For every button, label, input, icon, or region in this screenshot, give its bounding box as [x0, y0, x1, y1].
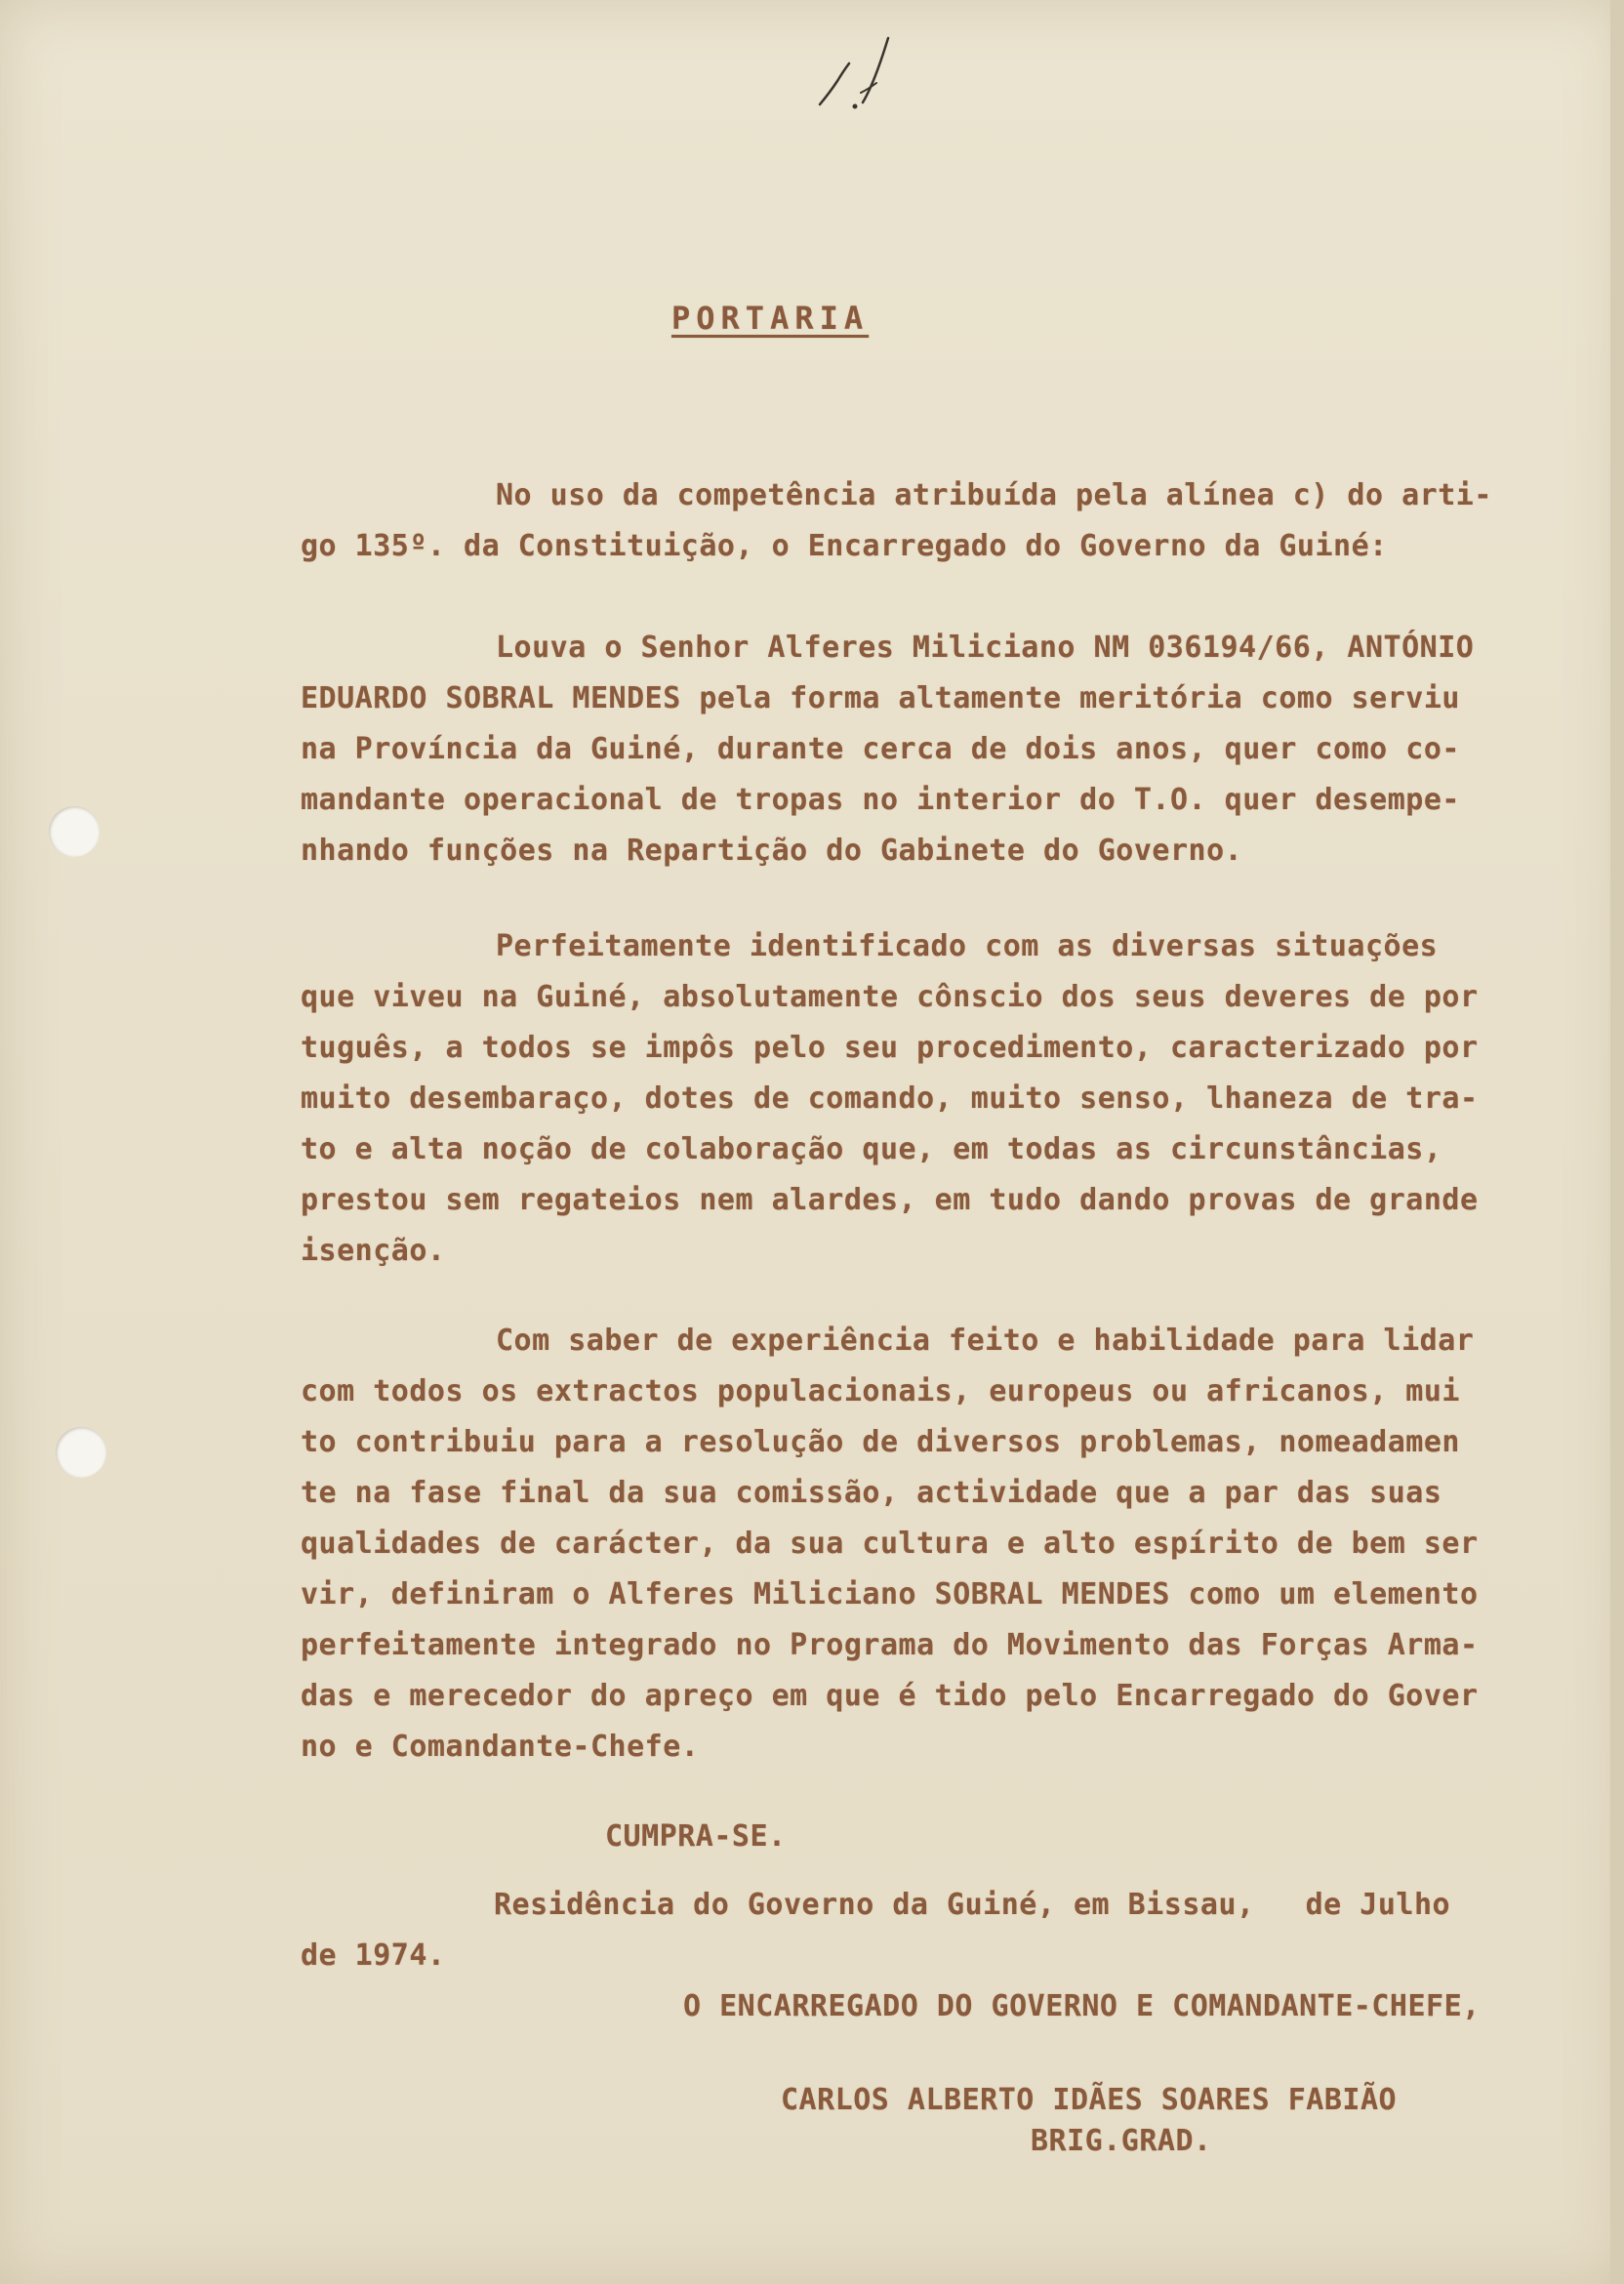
text-line: nhando funções na Repartição do Gabinete do Governo. [301, 834, 1243, 868]
text-line: isenção. [301, 1234, 446, 1268]
date-place-line [494, 1880, 1450, 1931]
text-line: no e Comandante-Chefe. [301, 1730, 700, 1764]
text-line: muito desembaraço, dotes de comando, muito senso, lhaneza de tra- [301, 1081, 1479, 1116]
text-line: com todos os extractos populacionais, europeus ou africanos, mui [301, 1374, 1460, 1408]
date-year: de 1974. [301, 1938, 446, 1973]
text-line: perfeitamente integrado no Programa do Movimento das Forças Arma- [301, 1628, 1479, 1662]
date-place: Residência do Governo da Guiné, em Bissau, [494, 1888, 1255, 1922]
signature-title: O ENCARREGADO DO GOVERNO E COMANDANTE-CHEFE, [683, 1989, 1481, 2023]
text-line: vir, definiram o Alferes Miliciano SOBRAL MENDES como um elemento [301, 1577, 1479, 1611]
date-month: de Julho [1305, 1888, 1451, 1922]
text-line: na Província da Guiné, durante cerca de dois anos, quer como co- [301, 732, 1460, 766]
text-line: to contribuiu para a resolução de diversos problemas, nomeadamen [301, 1425, 1460, 1459]
punch-hole-bottom [56, 1427, 106, 1478]
text-line: tuguês, a todos se impôs pelo seu procedimento, caracterizado por [301, 1031, 1479, 1065]
text-line: te na fase final da sua comissão, actividade que a par das suas [301, 1476, 1442, 1510]
text-line: qualidades de carácter, da sua cultura e alto espírito de bem ser [301, 1527, 1479, 1561]
text-line: No uso da competência atribuída pela alínea c) do arti- [496, 478, 1492, 512]
text-line: mandante operacional de tropas no interior do T.O. quer desempe- [301, 783, 1460, 817]
signature-rank: BRIG.GRAD. [1031, 2124, 1212, 2158]
handwritten-page-number [800, 24, 917, 132]
paper-edge [1610, 0, 1624, 2284]
cumpra-se-text: CUMPRA-SE. [605, 1819, 787, 1854]
paragraph-conduct [301, 921, 1569, 1277]
document-title: PORTARIA [671, 300, 870, 337]
paragraph-experience [301, 1316, 1569, 1773]
text-line: prestou sem regateios nem alardes, em tudo dando provas de grande [301, 1183, 1479, 1217]
text-line: Com saber de experiência feito e habilidade para lidar [496, 1324, 1475, 1358]
text-line: Louva o Senhor Alferes Miliciano NM 036194/66, ANTÓNIO [496, 631, 1475, 665]
text-line: EDUARDO SOBRAL MENDES pela forma altamente meritória como serviu [301, 681, 1460, 715]
text-line: to e alta noção de colaboração que, em todas as circunstâncias, [301, 1132, 1442, 1166]
signature-name: CARLOS ALBERTO IDÃES SOARES FABIÃO [781, 2083, 1398, 2117]
text-line: Perfeitamente identificado com as diversas situações [496, 929, 1439, 963]
text-line: das e merecedor do apreço em que é tido pelo Encarregado do Gover [301, 1679, 1479, 1713]
text-line: go 135º. da Constituição, o Encarregado do Governo da Guiné: [301, 529, 1388, 563]
text-line: que viveu na Guiné, absolutamente cônscio dos seus deveres de por [301, 980, 1479, 1014]
punch-hole-top [49, 806, 100, 857]
paragraph-competence [301, 470, 1569, 572]
paragraph-commendation [301, 623, 1569, 877]
